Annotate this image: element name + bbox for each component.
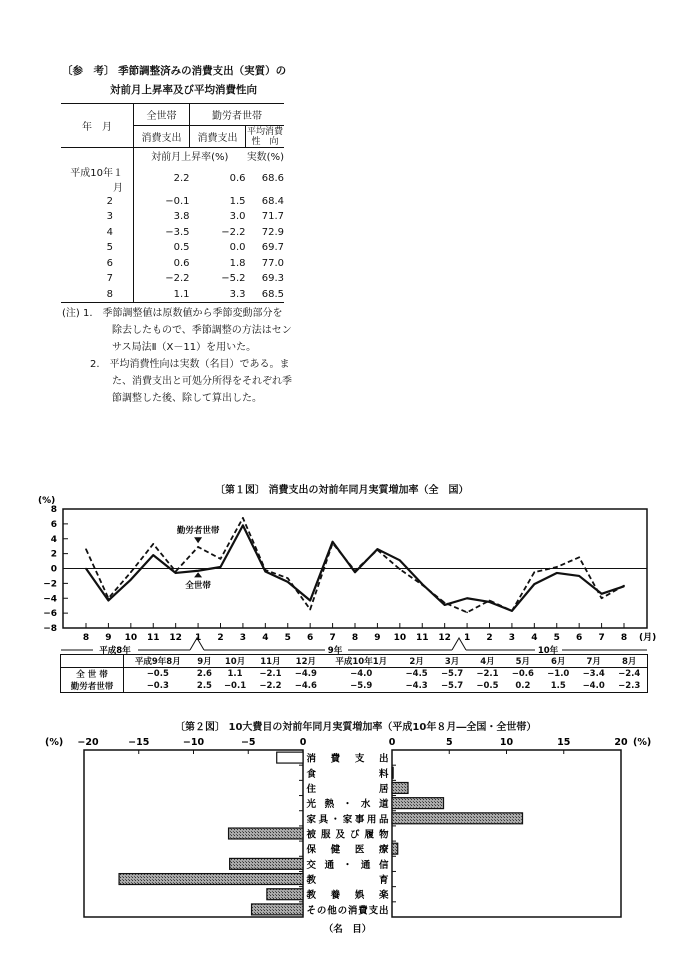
chart2-category-label: 食料 — [306, 768, 389, 780]
chart2-category-label: 教育 — [306, 875, 389, 887]
chart2-category-label: 光熱・水道 — [306, 799, 389, 811]
reference-cell-month: 4 — [61, 225, 134, 241]
chart1-ytick-label: −2 — [43, 579, 57, 590]
chart1-data-point — [85, 548, 87, 550]
chart1-table-cell: −0.5 — [476, 681, 499, 691]
reference-row — [61, 225, 284, 241]
chart1-xtick-label: 8 — [82, 633, 90, 643]
chart1-data-point — [534, 583, 536, 585]
reference-cell-all: −2.2 — [165, 273, 190, 285]
chart1-xtick-label: 10 — [393, 633, 407, 643]
chart1-data-point — [534, 571, 536, 573]
chart1-table-cell: −0.1 — [223, 681, 247, 691]
note-item-2: 2. 平均消費性向は実数（名目）である。また、消費支出と可処分所得をそれぞれ季節調整した後、除して算出した。 — [90, 359, 292, 404]
reference-cell-propensity: 68.6 — [261, 173, 284, 184]
unit-actual: 実数(%) — [246, 152, 284, 164]
chart1-xtick-label: 7 — [598, 633, 605, 643]
chart1-table-header: 11月 — [253, 655, 288, 668]
chart1-table-cell: −4.0 — [350, 669, 373, 679]
chart2-bar — [392, 843, 398, 854]
chart1-data-point — [287, 581, 289, 583]
chart2-category-label: 家具・家事用品 — [306, 814, 389, 826]
chart1-data-point — [489, 600, 491, 602]
chart1-data-point — [444, 602, 446, 604]
chart1-table-row — [61, 668, 648, 681]
chart1-table-cell: −4.3 — [405, 681, 428, 691]
chart1-data-point — [601, 597, 603, 599]
reference-cell-propensity: 72.9 — [261, 226, 284, 238]
chart1-arrow-up-icon — [194, 572, 202, 577]
chart1-table-header: 3月 — [434, 655, 469, 668]
chart1-data-point — [220, 558, 222, 560]
chart1-xtick-label: 7 — [329, 633, 336, 643]
reference-cell-worker: −2.2 — [221, 226, 246, 238]
reference-row — [61, 240, 284, 256]
chart1-data-point — [242, 517, 244, 519]
chart1-ylabel: (%) — [38, 496, 56, 506]
chart1-table-cell: −5.9 — [350, 681, 373, 691]
chart1-table-row-label: 勤労者世帯 — [61, 680, 124, 693]
chart2-bar — [277, 752, 303, 763]
chart1-annotation-all: 全世帯 — [185, 580, 211, 591]
chart2-left-tick-label: −20 — [77, 737, 99, 748]
chart1-table-header: 5月 — [505, 655, 540, 668]
chart1-xtick-label: 5 — [284, 633, 291, 643]
reference-cell-worker: 3.3 — [190, 287, 246, 303]
reference-row — [61, 256, 284, 272]
chart1-ytick-label: −6 — [43, 609, 57, 620]
chart1-table-cell: 1.5 — [550, 681, 566, 691]
chart1-data-point — [466, 597, 468, 599]
chart1-data-point — [197, 546, 199, 548]
chart2-left-tick-label: −10 — [182, 737, 205, 748]
chart1-xtick-label: 6 — [576, 633, 583, 643]
notes-label: (注) — [62, 308, 80, 319]
reference-cell-worker: 1.8 — [229, 257, 246, 269]
reference-cell-worker: 0.0 — [229, 242, 246, 254]
reference-cell-worker: 3.0 — [229, 211, 246, 223]
chart1-table-cell: −5.7 — [440, 681, 464, 691]
reference-cell-all: −3.5 — [165, 226, 190, 238]
chart1-table-cell: −2.4 — [618, 669, 641, 679]
chart1-table-cell: −4.6 — [294, 681, 317, 691]
chart1-table-header: 6月 — [541, 655, 576, 668]
reference-cell-worker: 0.6 — [229, 173, 246, 184]
chart1-xtick-label: 8 — [351, 633, 359, 643]
reference-cell-all: 0.6 — [173, 257, 190, 269]
chart2-unit-right: (%) — [633, 737, 652, 748]
reference-title-line2: 対前月上昇率及び平均消費性向 — [110, 84, 257, 96]
chart1-table-header: 8月 — [611, 655, 647, 668]
chart1-xtick-label: 9 — [105, 633, 112, 643]
chart1-xlabel: (月) — [639, 633, 657, 643]
chart2-right-tick-label: 20 — [614, 737, 628, 748]
chart1-ytick-label: 8 — [50, 505, 57, 515]
reference-row — [61, 271, 284, 287]
chart1-data-point — [354, 571, 356, 573]
reference-cell-propensity: 77.0 — [261, 257, 284, 269]
chart1-data-point — [332, 541, 334, 543]
chart1-table-header: 平成9年8月 — [124, 655, 192, 668]
chart1-era-label: 9年 — [327, 646, 343, 655]
reference-cell-propensity: 69.3 — [261, 273, 284, 285]
chart2-bar — [392, 767, 393, 778]
chart1-table-cell: −2.1 — [259, 669, 282, 679]
chart1-data-point — [601, 593, 603, 595]
chart1-data-point — [377, 549, 379, 551]
reference-cell-worker: −5.2 — [221, 273, 246, 285]
chart1-table-header: 7月 — [576, 655, 611, 668]
chart1-title: 〔第１図〕 消費支出の対前年同月実質増加率（全 国） — [215, 485, 469, 496]
chart1-table-row — [61, 680, 648, 693]
chart1-xtick-label: 6 — [307, 633, 314, 643]
chart1-ytick-label: 0 — [50, 564, 57, 575]
chart1-data-point — [578, 557, 580, 559]
chart1-ytick-label: −8 — [43, 624, 57, 634]
chart1-data-point — [421, 584, 423, 586]
chart1-table-header: 10月 — [217, 655, 252, 668]
chart1-table-cell: −1.0 — [547, 669, 570, 679]
chart1-table-cell: −5.7 — [440, 669, 464, 679]
chart1-data-point — [287, 577, 289, 579]
reference-title-line1: 〔参 考〕 季節調整済みの消費支出（実質）の — [62, 65, 287, 77]
reference-row — [61, 209, 284, 225]
chart2-bar — [252, 904, 303, 915]
chart1-xtick-label: 11 — [415, 633, 429, 643]
chart1-data-point — [309, 600, 311, 602]
reference-cell-propensity: 69.7 — [261, 242, 284, 254]
notes — [62, 305, 292, 407]
chart1-ytick-label: 4 — [50, 534, 57, 545]
chart1-era-label: 平成8年 — [99, 646, 131, 655]
chart1-table-cell: −4.9 — [294, 669, 317, 679]
chart1-data-table — [60, 654, 648, 693]
chart2-right-tick-label: 5 — [445, 737, 453, 748]
chart1-table-header: 9月 — [192, 655, 218, 668]
chart1-data-point — [578, 575, 580, 577]
reference-cell-month: 3 — [61, 209, 134, 225]
chart1-table-cell: 0.2 — [515, 681, 531, 691]
chart1-table-cell: 2.5 — [196, 681, 212, 691]
chart1-ytick-label: 2 — [50, 549, 57, 560]
chart1-xtick-label: 1 — [194, 633, 202, 643]
chart2-bar-chart — [0, 730, 695, 945]
reference-cell-month: 6 — [61, 256, 134, 272]
chart2-right-tick-label: 10 — [499, 737, 514, 748]
chart1-xtick-label: 11 — [146, 633, 160, 643]
chart1-data-point — [511, 610, 513, 612]
chart1-xtick-label: 4 — [262, 633, 269, 643]
chart1-data-point — [152, 554, 154, 556]
chart1-data-point — [85, 568, 87, 570]
chart2-bar — [392, 813, 523, 824]
chart2-bar — [229, 828, 303, 839]
chart2-category-label: 教養娯楽 — [306, 890, 389, 902]
chart1-data-point — [623, 585, 625, 587]
reference-cell-month: 7 — [61, 271, 134, 287]
reference-cell-all: −0.1 — [165, 195, 190, 207]
reference-cell-month: 平成10年１月 — [61, 164, 134, 194]
reference-cell-month: 2 — [61, 194, 134, 210]
chart1-xtick-label: 1 — [463, 633, 471, 643]
reference-cell-month: 8 — [61, 287, 134, 303]
chart1-table-cell: −0.3 — [146, 681, 169, 691]
chart2-category-label: 消費支出 — [306, 753, 389, 765]
unit-rate: 対前月上昇率(%) — [151, 152, 229, 164]
chart2-bar — [267, 889, 303, 900]
chart1-data-point — [399, 568, 401, 570]
chart1-ytick-label: 6 — [50, 519, 57, 530]
chart1-data-point — [152, 543, 154, 545]
chart1-data-point — [556, 572, 558, 574]
chart2-bar — [392, 782, 408, 793]
reference-cell-propensity: 71.7 — [261, 211, 284, 223]
chart1-data-point — [242, 525, 244, 527]
chart1-table-cell: −0.5 — [146, 669, 169, 679]
chart1-table-header: 4月 — [470, 655, 505, 668]
chart1-annotation-worker: 勤労者世帯 — [176, 525, 220, 536]
reference-cell-propensity: 68.5 — [246, 287, 285, 303]
chart1-data-point — [108, 597, 110, 599]
reference-row — [61, 164, 284, 194]
chart2-footer-label: （名 目） — [323, 924, 372, 935]
chart2-category-label: 被服及び履物 — [306, 829, 389, 841]
chart1-table-header: 平成10年1月 — [324, 655, 399, 668]
chart2-bar — [230, 858, 303, 869]
reference-row — [61, 194, 284, 210]
chart1-data-point — [444, 604, 446, 606]
chart1-xtick-label: 9 — [374, 633, 381, 643]
col-spending-worker: 消費支出 — [190, 126, 246, 148]
chart1-table-cell: −4.0 — [582, 681, 605, 691]
chart2-left-tick-label: −15 — [128, 737, 150, 748]
chart1-table-cell: −0.6 — [511, 669, 534, 679]
chart1-table-cell: 1.1 — [227, 669, 243, 679]
chart2-bar — [392, 798, 444, 809]
chart1-xtick-label: 3 — [508, 633, 516, 643]
chart1-xtick-label: 12 — [169, 633, 182, 643]
reference-cell-worker: 1.5 — [229, 195, 246, 207]
chart1-data-point — [556, 566, 558, 568]
chart2-category-label: その他の消費支出 — [306, 905, 389, 917]
col-propensity: 平均消費性 向 — [246, 126, 283, 147]
chart2-right-tick-label: 0 — [388, 737, 396, 748]
chart1-data-point — [332, 542, 334, 544]
chart1-xtick-label: 10 — [124, 633, 138, 643]
col-year-month: 年 月 — [61, 104, 134, 148]
chart2-category-label: 保健医療 — [306, 844, 389, 856]
chart1-table-row-label: 全 世 帯 — [61, 668, 124, 681]
chart1-table-cell: −4.5 — [405, 669, 428, 679]
chart1-data-point — [309, 609, 311, 611]
chart1-data-point — [197, 570, 199, 572]
chart1-data-point — [354, 570, 356, 572]
chart1-line-chart — [0, 490, 695, 655]
reference-cell-all: 3.8 — [173, 211, 190, 223]
reference-cell-all: 1.1 — [134, 287, 190, 303]
chart2-right-frame — [392, 750, 621, 917]
note-item-1: 1. 季節調整値は原数値から季節変動部分を除去したもので、季節調整の方法はセンサス局法Ⅱ（X－11）を用いた。 — [83, 308, 292, 353]
chart2-category-label: 住居 — [306, 783, 389, 795]
chart2-left-tick-label: −5 — [240, 737, 256, 748]
chart1-table-cell: −2.2 — [259, 681, 282, 691]
group-worker: 勤労者世帯 — [190, 104, 285, 126]
chart1-data-point — [399, 560, 401, 562]
chart1-xtick-label: 2 — [486, 633, 493, 643]
chart1-data-point — [466, 612, 468, 614]
group-all: 全世帯 — [134, 104, 190, 126]
chart1-data-point — [175, 572, 177, 574]
chart1-table-cell: −2.1 — [476, 669, 499, 679]
chart2-category-label: 交通・通信 — [306, 859, 389, 871]
chart1-data-point — [220, 566, 222, 568]
chart2-left-tick-label: 0 — [299, 737, 307, 748]
chart1-table-cell: −2.3 — [618, 681, 641, 691]
chart1-xtick-label: 8 — [620, 633, 628, 643]
chart1-ytick-label: −4 — [43, 594, 57, 605]
chart1-xtick-label: 4 — [531, 633, 538, 643]
chart2-unit-left: (%) — [45, 737, 64, 748]
chart1-table-header: 12月 — [288, 655, 323, 668]
reference-cell-month: 5 — [61, 240, 134, 256]
reference-title — [62, 62, 286, 100]
chart1-era-label: 10年 — [537, 646, 559, 655]
chart2-right-tick-label: 15 — [557, 737, 571, 748]
reference-table — [61, 103, 284, 303]
chart1-xtick-label: 3 — [239, 633, 247, 643]
chart1-table-cell: 2.6 — [196, 669, 212, 679]
chart2-title: 〔第２図〕 10大費目の対前年同月実質増加率（平成10年８月―全国・全世帯） — [175, 722, 537, 733]
chart1-table-header: 2月 — [399, 655, 434, 668]
reference-row — [61, 287, 284, 303]
chart1-data-point — [130, 579, 132, 581]
chart1-arrow-down-icon — [194, 537, 202, 543]
chart1-table-cell: −3.4 — [582, 669, 605, 679]
reference-cell-propensity: 68.4 — [261, 195, 284, 207]
chart1-xtick-label: 2 — [217, 633, 224, 643]
col-spending-all: 消費支出 — [134, 126, 190, 148]
chart1-data-point — [108, 600, 110, 602]
chart1-data-point — [265, 569, 267, 571]
chart2-bar — [119, 874, 303, 885]
reference-cell-all: 0.5 — [173, 242, 190, 254]
reference-cell-all: 2.2 — [173, 173, 190, 184]
chart1-xtick-label: 5 — [553, 633, 560, 643]
chart1-data-point — [130, 571, 132, 573]
chart1-xtick-label: 12 — [438, 633, 451, 643]
chart1-data-point — [175, 571, 177, 573]
